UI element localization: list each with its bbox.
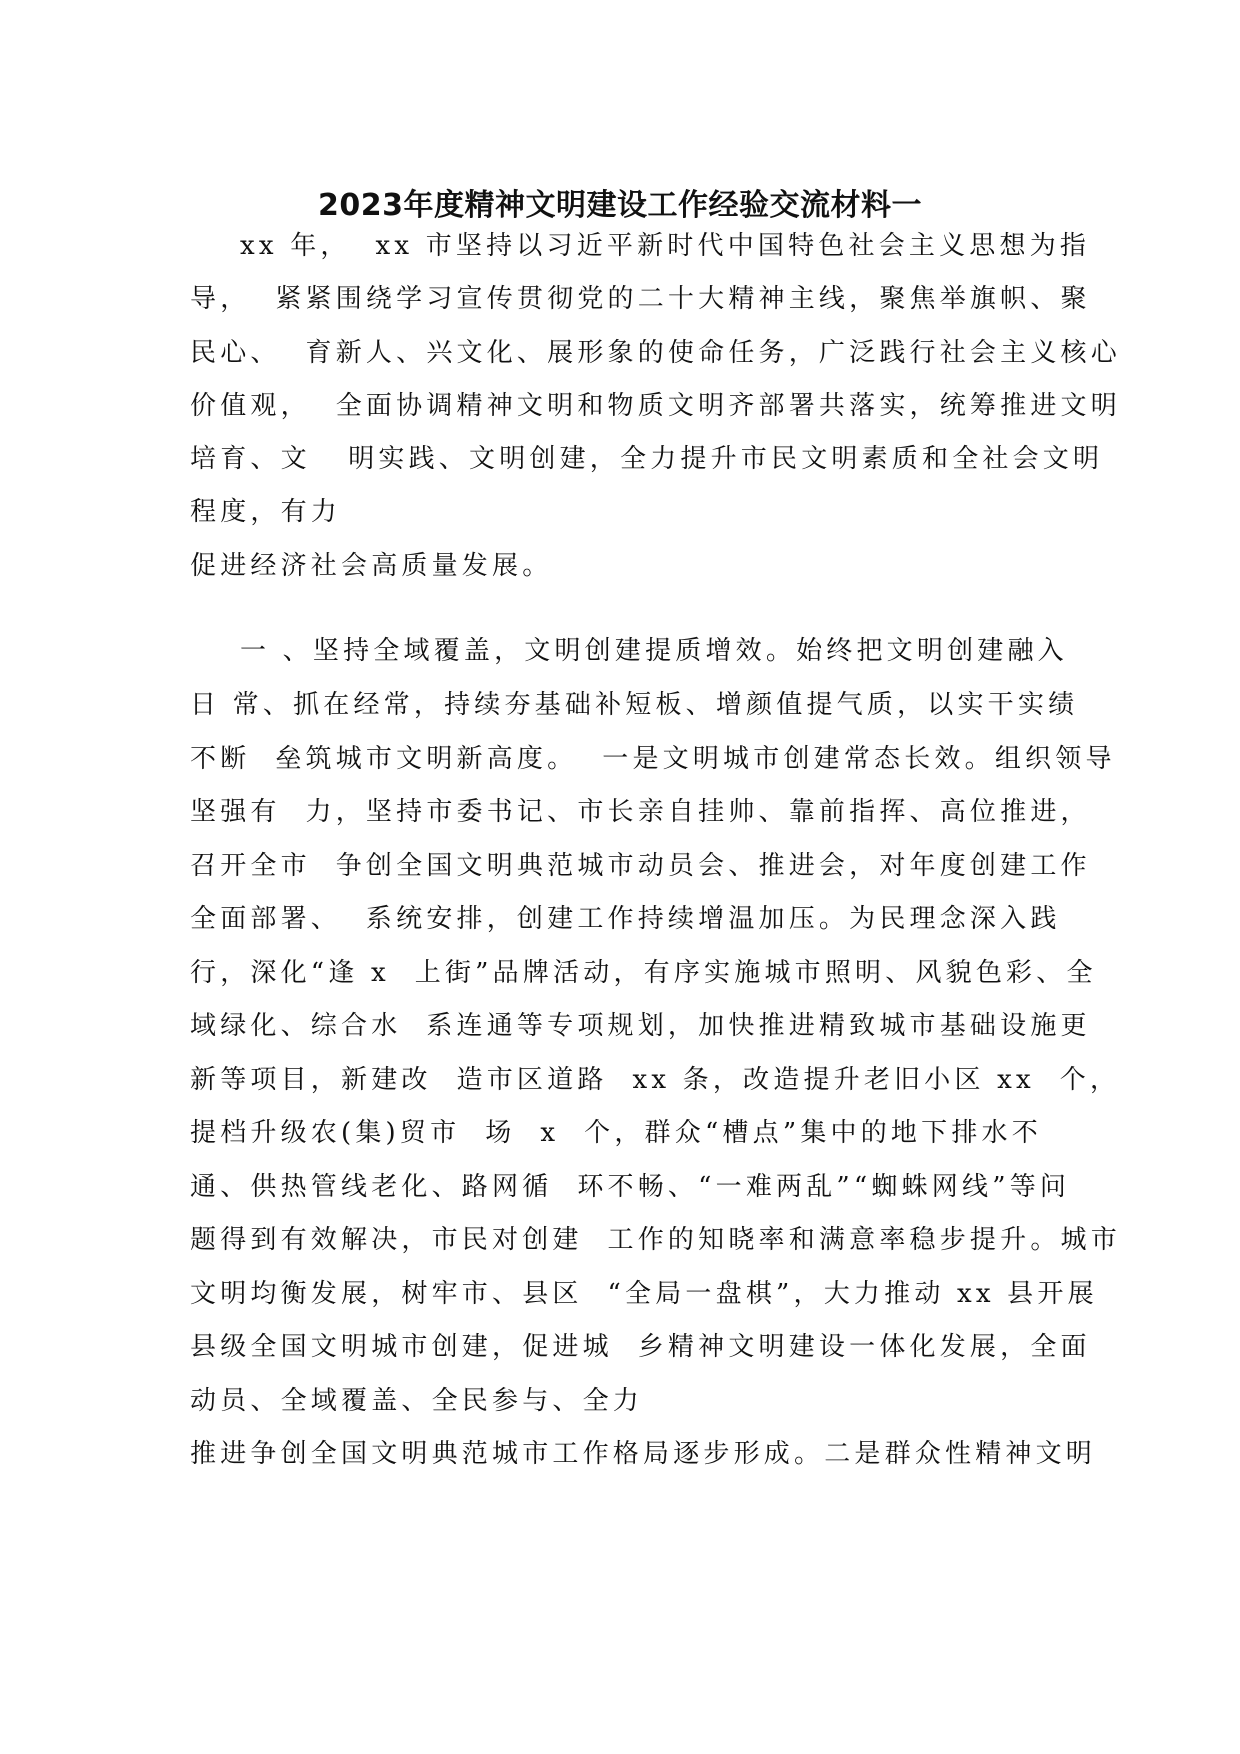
paragraph-line: 召开全市 争创全国文明典范城市动员会、推进会，对年度创建工作 (190, 851, 1091, 881)
paragraph-line: 坚强有 力，坚持市委书记、市长亲自挂帅、靠前指挥、高位推进， (190, 797, 1091, 827)
document-title: 2023年度精神文明建设工作经验交流材料一 (318, 188, 922, 223)
paragraph-line: 全面部署、 系统安排，创建工作持续增温加压。为民理念深入践 (190, 904, 1061, 934)
paragraph-line: 导， 紧紧围绕学习宣传贯彻党的二十大精神主线，聚焦举旗帜、聚 (190, 284, 1091, 314)
paragraph-line: 通、供热管线老化、路网循 环不畅、“一难两乱”“蜘蛛网线”等问 (190, 1172, 1071, 1202)
paragraph-line: 新等项目，新建改 造市区道路 xx 条，改造提升老旧小区 xx 个， (190, 1065, 1121, 1095)
paragraph-line: 一 、坚持全域覆盖，文明创建提质增效。始终把文明创建融入 (240, 636, 1068, 666)
paragraph-line: 日 常、抓在经常，持续夯基础补短板、增颜值提气质，以实干实绩 (190, 690, 1079, 720)
paragraph-line: xx 年， xx 市坚持以习近平新时代中国特色社会主义思想为指 (240, 231, 1091, 261)
paragraph-line: 不断 垒筑城市文明新高度。 一是文明城市创建常态长效。组织领导 (190, 744, 1116, 774)
paragraph-line: 价值观， 全面协调精神文明和物质文明齐部署共落实，统筹推进文明 (190, 391, 1121, 421)
paragraph-line: 动员、全域覆盖、全民参与、全力 (190, 1386, 644, 1416)
paragraph-line: 程度，有力 (190, 497, 342, 527)
paragraph-line: 培育、文 明实践、文明创建，全力提升市民文明素质和全社会文明 (190, 444, 1104, 474)
paragraph-line: 促进经济社会高质量发展。 (190, 551, 553, 581)
paragraph-line: 县级全国文明城市创建，促进城 乡精神文明建设一体化发展，全面 (190, 1332, 1091, 1362)
paragraph-line: 文明均衡发展，树牢市、县区 “全局一盘棋”，大力推动 xx 县开展 (190, 1279, 1098, 1309)
paragraph-line: 民心、 育新人、兴文化、展形象的使命任务，广泛践行社会主义核心 (190, 338, 1121, 368)
paragraph-line: 提档升级农(集)贸市 场 x 个，群众“槽点”集中的地下排水不 (190, 1118, 1042, 1148)
paragraph-line: 推进争创全国文明典范城市工作格局逐步形成。二是群众性精神文明 (190, 1439, 1097, 1469)
paragraph-line: 行，深化“逢 x 上街”品牌活动，有序实施城市照明、风貌色彩、全 (190, 958, 1097, 988)
paragraph-line: 域绿化、综合水 系连通等专项规划，加快推进精致城市基础设施更 (190, 1011, 1091, 1041)
paragraph-line: 题得到有效解决，市民对创建 工作的知晓率和满意率稳步提升。城市 (190, 1225, 1121, 1255)
